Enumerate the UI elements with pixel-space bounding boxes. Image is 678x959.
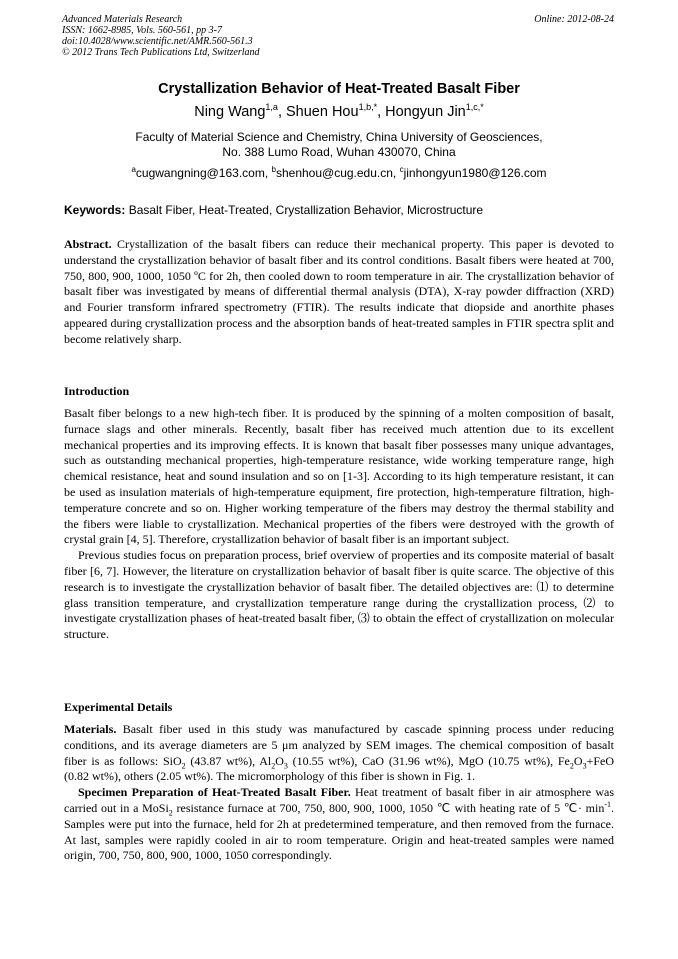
subscript: 3 (283, 760, 288, 770)
text-run: resistance furnace at 700, 750, 800, 900, 1000, 1050 ℃ with heating rate of 5 ℃· min (172, 800, 605, 815)
email-text[interactable]: cugwangning@163.com, (135, 166, 272, 180)
introduction-heading: Introduction (64, 384, 130, 398)
paragraph: Basalt fiber belongs to a new high-tech fiber. It is produced by the spinning of a molten composition of basalt, furnace slags and other minerals. Recently, basalt fiber has received much attention due to its excellent mechanical properties and its improving effects. It is known that basalt fiber possesses many unique advantages, such as outstanding mechanical properties, high-temperature resistance, wide working temperature range, high chemical resistance, heat and sound insulation and so on [1-3]. According to its high temperature resistant, it can be used as insulation materials of high-temperature equipment, fire protection, high-temperature filtration, high-temperature concrete and so on. Higher working temperature of the fibers may destroy the thermal stability and the fibers were liable to crystallization. Mechanical properties of the fibers were destroyed with the growth of crystal grain [4, 5]. Therefore, crystallization behavior of basalt fiber is an important subject. (64, 406, 614, 547)
copyright: © 2012 Trans Tech Publications Ltd, Switzerland (62, 47, 260, 58)
email-sup: a (131, 165, 136, 174)
introduction-body (64, 406, 614, 643)
author-affil-sup: 1,c,* (465, 102, 484, 113)
author-name: Hongyun Jin (385, 104, 466, 120)
abstract-label: Abstract. (64, 237, 112, 251)
doi: doi:10.4028/www.scientific.net/AMR.560-561.3 (62, 36, 253, 47)
materials-label: Materials. (64, 722, 117, 736)
subscript: 2 (271, 760, 276, 770)
experimental-body (64, 722, 614, 864)
online-date: Online: 2012-08-24 (534, 14, 614, 25)
author-affil-sup: 1,b,* (358, 102, 378, 113)
text-run: . Samples were put into the furnace, held for 2h at predetermined temperature, and then removed from the furnace. At last, samples were rapidly cooled in air to room temperature. Origin and heat-treated samples were named origin, 700, 750, 800, 900, 1000, 1050 correspondingly. (64, 800, 614, 863)
keywords (64, 203, 616, 217)
subscript: 3 (582, 760, 587, 770)
subscript: 2 (181, 760, 186, 770)
keywords-label: Keywords: (64, 203, 126, 217)
paragraph: Previous studies focus on preparation process, brief overview of properties and its composite material of basalt fiber [6, 7]. However, the literature on crystallization behavior of basalt fiber is quite scarce. The objective of this research is to investigate the crystallization behavior of basalt fiber. The detailed objectives are: ⑴ to determine glass transition temperature, and crystallization temperature range during the crystallization process, ⑵ to investigate crystallization phases of heat-treated basalt fiber, ⑶ to obtain the effect of crystallization on molecular structure. (64, 548, 614, 642)
affiliation (0, 130, 678, 160)
keywords-text: Basalt Fiber, Heat-Treated, Crystallization Behavior, Microstructure (125, 203, 484, 217)
paper-title: Crystallization Behavior of Heat-Treated Basalt Fiber (158, 81, 520, 97)
author-affil-sup: 1,a (265, 102, 278, 113)
email-text[interactable]: jinhongyun1980@126.com (403, 166, 547, 180)
text-run: (43.87 wt%), Al (185, 753, 272, 768)
journal-name: Advanced Materials Research (62, 14, 183, 25)
affiliation-line: Faculty of Material Science and Chemistry, China University of Geosciences, (135, 130, 543, 144)
subscript: 2 (569, 760, 574, 770)
affiliation-line: No. 388 Lumo Road, Wuhan 430070, China (222, 145, 456, 159)
author-name: Shuen Hou (286, 104, 359, 120)
email-list (0, 166, 678, 180)
email-text[interactable]: shenhou@cug.edu.cn, (275, 166, 400, 180)
text-run: O (573, 753, 583, 768)
email-sup: b (271, 165, 276, 174)
text-run: +FeO (0.82 wt%), others (2.05 wt%). The micromorphology of this fiber is shown in Fig. 1. (64, 753, 614, 784)
email-sup: c (399, 165, 404, 174)
author-list: Ning Wang$^{1,a}$, Shuen Hou$^{1,b,*}$, Hongyun Jin$^{1,c,*}$ (194, 102, 484, 120)
paragraph (64, 722, 614, 785)
paragraph (64, 785, 614, 864)
author-name: Ning Wang (194, 104, 266, 120)
specimen-label: Specimen Preparation of Heat-Treated Basalt Fiber. (78, 785, 351, 800)
subscript: 2 (168, 808, 173, 818)
superscript: -1 (604, 799, 611, 809)
experimental-heading: Experimental Details (64, 700, 173, 714)
journal-header (62, 14, 260, 58)
abstract-text: Crystallization of the basalt fibers can reduce their mechanical property. This paper is devoted to understand the crystallization behavior of basalt fiber and its control conditions. Basalt fibers were heated at 700, 750, 800, 900, 1000, 1050 ºC for 2h, then cooled down to room temperature in air. The crystallization behavior of basalt fiber was investigated by means of differential thermal analysis (DTA), X-ray powder diffraction (XRD) and Fourier transform infrared spectrometry (FTIR). The results indicate that diopside and anorthite phases appeared during crystallization process and the absorption bands of heat-treated samples in FTIR spectra split and become relatively sharp. (64, 237, 614, 346)
text-run: (10.55 wt%), CaO (31.96 wt%), MgO (10.75 wt%), Fe (287, 753, 570, 768)
text-run: Heat treatment of basalt fiber in air atmosphere was carried out in a MoSi (64, 785, 614, 815)
text-run: Basalt fiber used in this study was manufactured by cascade spinning process under reducing conditions, and its average diameters are 5 μm analyzed by SEM images. The chemical composition of basalt fiber is as follows: SiO (64, 722, 614, 768)
abstract (64, 237, 614, 348)
text-run: O (275, 753, 284, 768)
issn: ISSN: 1662-8985, Vols. 560-561, pp 3-7 (62, 25, 222, 36)
